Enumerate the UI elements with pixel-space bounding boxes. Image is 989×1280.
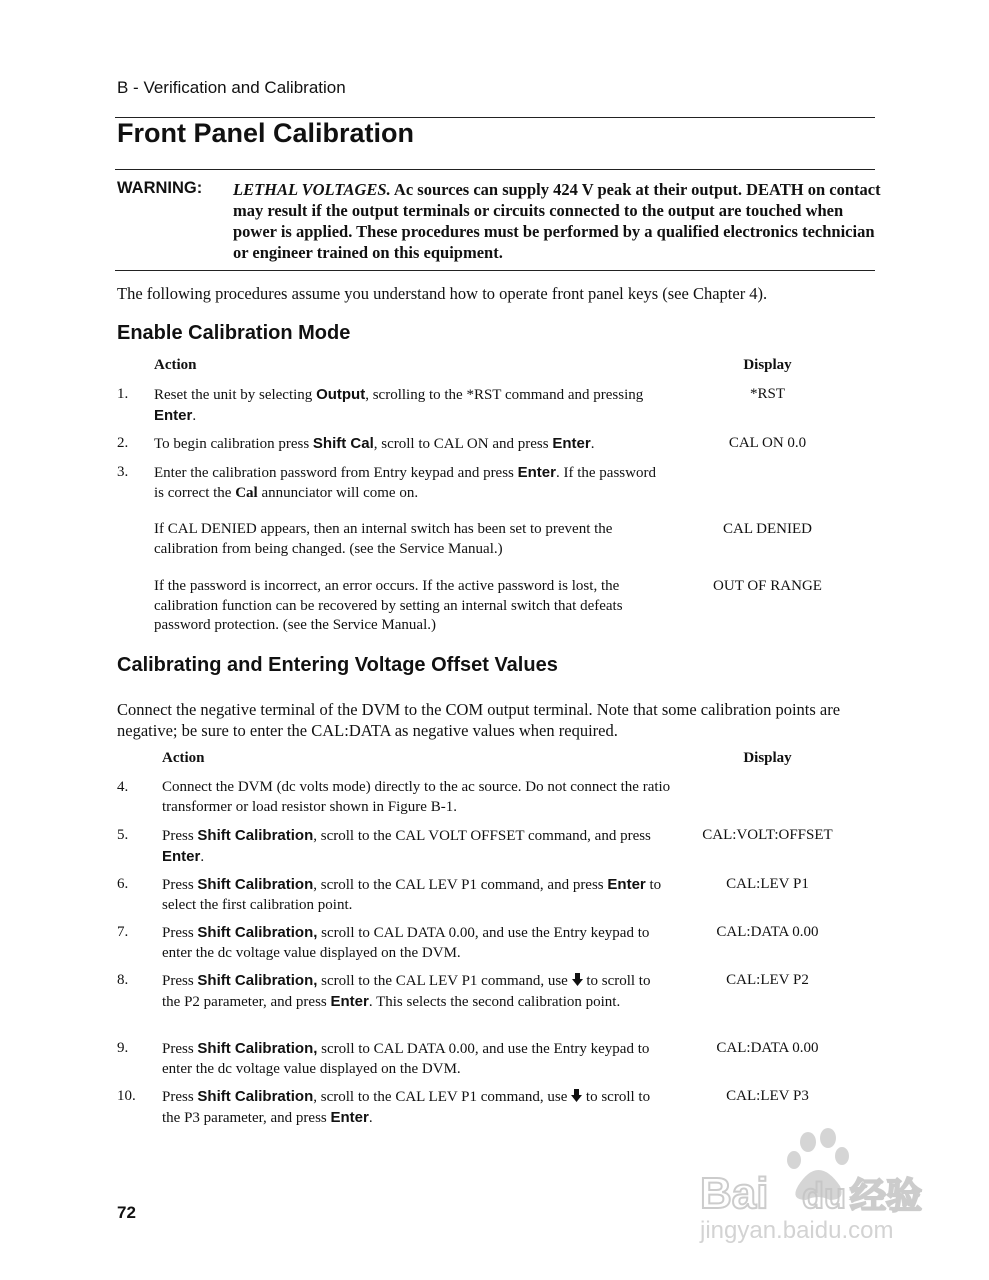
display-value: CAL ON 0.0 [728, 435, 807, 451]
column-display-header: Display [743, 357, 792, 373]
display-value: *RST [749, 386, 785, 402]
intro-paragraph: The following procedures assume you understand how to operate front panel keys (see Chapter 4). [117, 284, 768, 303]
key-output: Output [316, 386, 366, 403]
cal-annunciator: Cal [235, 484, 258, 501]
key-shift-calibration: Shift Calibration, [197, 1040, 318, 1057]
section-heading-enable-cal: Enable Calibration Mode [117, 322, 351, 344]
step-text: To begin calibration press Shift Cal, scroll to CAL ON and press Enter. [154, 435, 595, 452]
key-shift-calibration: Shift Calibration, [197, 924, 318, 941]
key-enter: Enter [330, 992, 369, 1010]
key-shift-calibration: Shift Calibration [197, 827, 314, 844]
key-enter: Enter [154, 406, 193, 424]
key-shift-calibration: Shift Calibration, [197, 972, 318, 989]
key-enter: Enter [330, 1108, 369, 1126]
svg-text:du: du [802, 1175, 846, 1216]
column-action-header: Action [162, 750, 205, 766]
warning-text [233, 179, 883, 263]
step-number: 2. [117, 435, 129, 451]
step-text: Press Shift Calibration, scroll to the CAL LEV P1 command, use to scroll to the P2 parameter, and press Enter. This selects the second calibration point. [162, 972, 651, 1010]
step-number: 9. [117, 1040, 129, 1056]
column-action-header: Action [154, 357, 197, 373]
down-arrow-icon [571, 1089, 582, 1102]
step-number: 8. [117, 972, 129, 988]
step-text: Press Shift Calibration, scroll to the CAL LEV P1 command, and press Enter to select the first calibration point. [162, 876, 662, 913]
step-text: Press Shift Calibration, scroll to CAL DATA 0.00, and use the Entry keypad to enter the dc voltage value displayed on the DVM. [162, 924, 650, 961]
key-shift-calibration: Shift Calibration [197, 876, 314, 893]
key-enter: Enter [607, 876, 646, 893]
step-number: 4. [117, 779, 129, 795]
display-value: CAL:DATA 0.00 [716, 924, 819, 940]
key-enter: Enter [517, 464, 556, 481]
step-number: 5. [117, 827, 129, 843]
column-display-header: Display [743, 750, 792, 766]
step-text: Connect the DVM (dc volts mode) directly to the ac source. Do not connect the ratio transformer or load resistor shown in Figure B-1. [162, 779, 671, 815]
step-number: 7. [117, 924, 129, 940]
step-number: 3. [117, 464, 129, 480]
note-password-incorrect: If the password is incorrect, an error occurs. If the active password is lost, the calibration function can be recovered by setting an internal switch that defeats password protection. (see the Service Manual.) [154, 578, 623, 633]
down-arrow-icon [572, 973, 583, 986]
key-shift-calibration: Shift Calibration [197, 1088, 314, 1105]
section2-intro: Connect the negative terminal of the DVM to the COM output terminal. Note that some calibration points are negative; be sure to enter the CAL:DATA as negative values when required. [117, 700, 841, 740]
baidu-watermark-logo [690, 1128, 935, 1248]
step-number: 1. [117, 386, 129, 402]
display-value: CAL:DATA 0.00 [716, 1040, 819, 1056]
display-value: CAL:LEV P3 [726, 1088, 809, 1104]
display-value: CAL DENIED [722, 521, 812, 537]
warning-label: WARNING: [117, 179, 203, 197]
display-value: CAL:LEV P1 [726, 876, 809, 892]
display-value: OUT OF RANGE [713, 578, 822, 594]
step-text: Press Shift Calibration, scroll to the CAL VOLT OFFSET command, and press Enter. [162, 827, 651, 865]
step-number: 10. [117, 1088, 136, 1104]
step-text: Press Shift Calibration, scroll to the CAL LEV P1 command, use to scroll to the P3 parameter, and press Enter. [162, 1088, 651, 1126]
svg-text:Bai: Bai [700, 1169, 769, 1218]
running-head: B - Verification and Calibration [117, 78, 346, 97]
svg-text:jingyan.baidu.com: jingyan.baidu.com [700, 1217, 894, 1244]
key-enter: Enter [162, 847, 201, 865]
key-shift-cal: Shift Cal [312, 435, 374, 452]
step-text: Enter the calibration password from Entry keypad and press Enter. If the password is correct the Cal annunciator will come on. [154, 464, 656, 501]
note-cal-denied: If CAL DENIED appears, then an internal switch has been set to prevent the calibration from being changed. (see the Service Manual.) [154, 521, 613, 557]
step-text: Reset the unit by selecting Output, scrolling to the *RST command and pressing Enter. [154, 386, 644, 424]
section-heading-voltage-offset: Calibrating and Entering Voltage Offset Values [117, 654, 558, 676]
page-title: Front Panel Calibration [117, 118, 415, 148]
warning-lead: LETHAL VOLTAGES. [233, 180, 391, 199]
display-value: CAL:VOLT:OFFSET [702, 827, 833, 843]
step-text: Press Shift Calibration, scroll to CAL DATA 0.00, and use the Entry keypad to enter the dc voltage value displayed on the DVM. [162, 1040, 650, 1077]
warning-rule-top [115, 169, 875, 170]
svg-text:经验: 经验 [850, 1175, 923, 1216]
key-enter: Enter [552, 435, 591, 452]
warning-rule-bottom [115, 270, 875, 271]
warning-body: Ac sources can supply 424 V peak at their output. DEATH on contact may result if the output terminals or circuits connected to the output are touched when power is applied. These procedures must be performed by a qualified electronics technician or engineer trained on this equipment. [233, 180, 881, 262]
step-number: 6. [117, 876, 129, 892]
page-number: 72 [117, 1203, 136, 1222]
display-value: CAL:LEV P2 [726, 972, 809, 988]
